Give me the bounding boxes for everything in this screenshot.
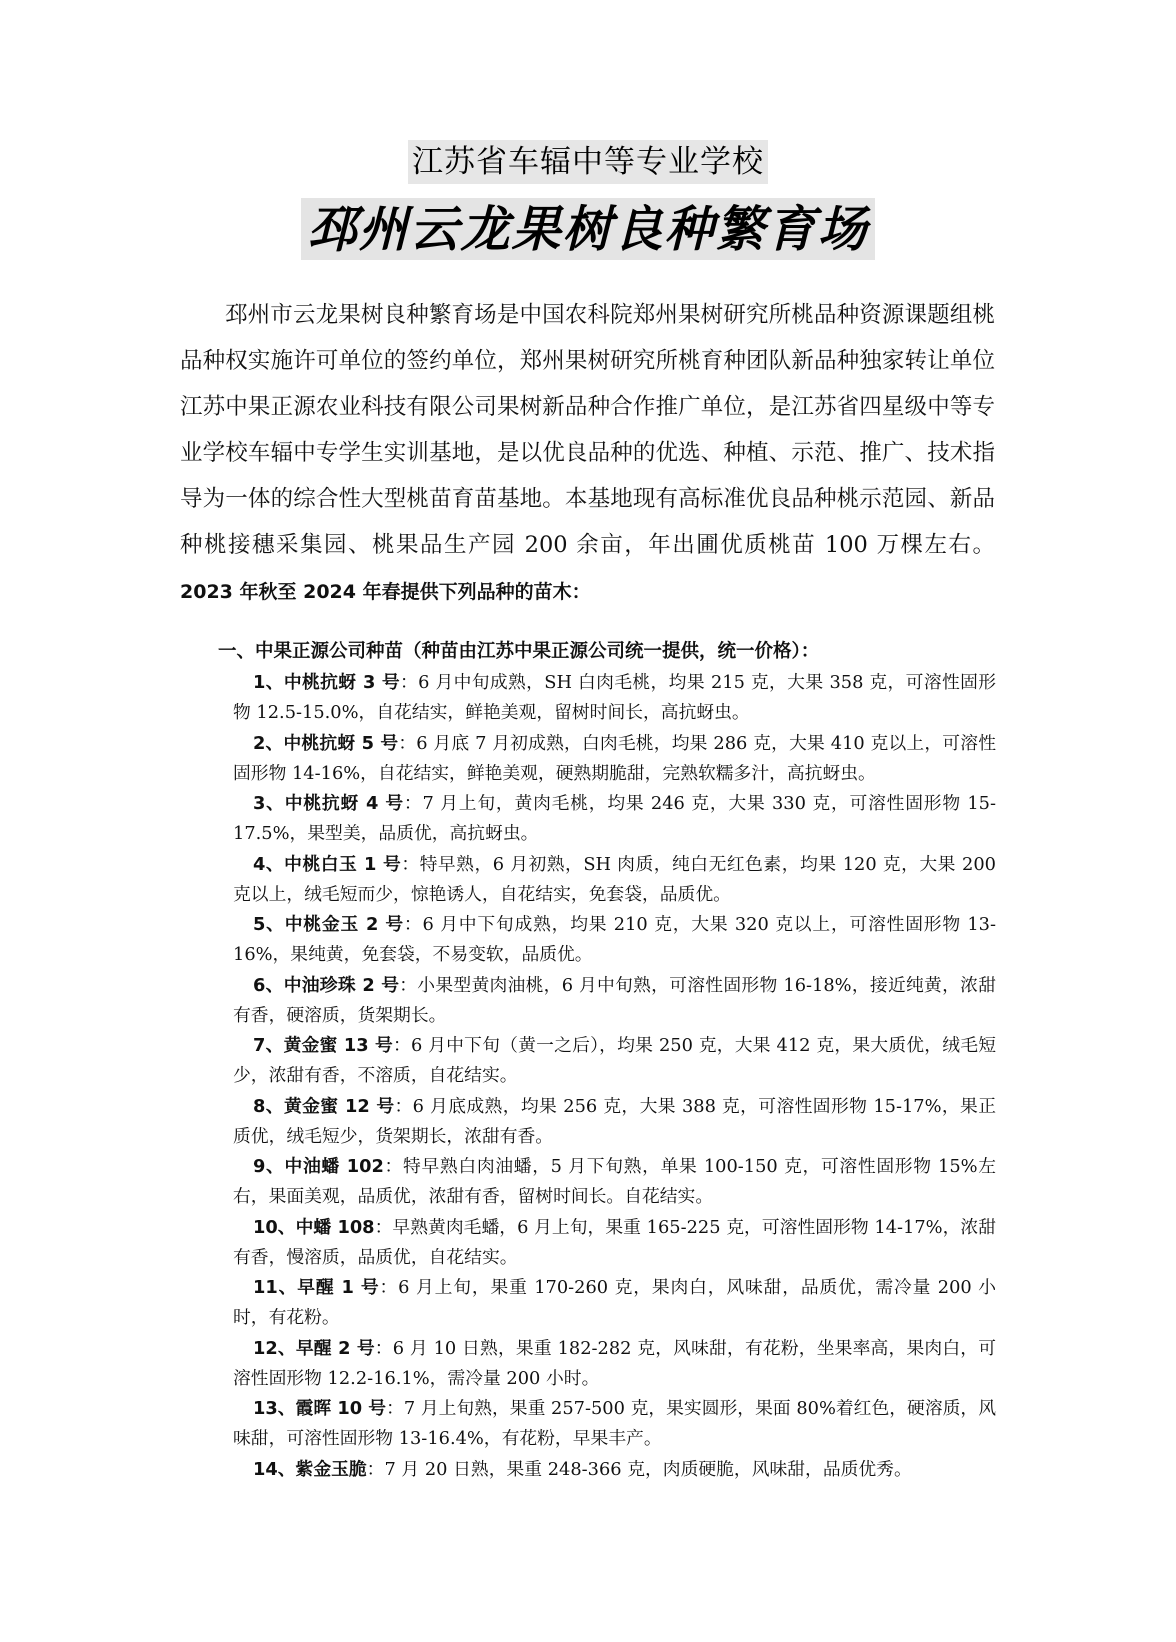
variety-item bbox=[233, 1152, 996, 1212]
variety-item bbox=[233, 1031, 996, 1091]
variety-description: ：特早熟，6 月初熟，SH 肉质，纯白无红色素，均果 120 克，大果 200 克以上，绒毛短而少，惊艳诱人，自花结实，免套袋，品质优。 bbox=[233, 853, 996, 905]
variety-name: 中蟠 108 bbox=[295, 1216, 375, 1238]
intro-text: 邳州市云龙果树良种繁育场是中国农科院郑州果树研究所桃品种资源课题组桃品种权实施许可单位的签约单位，郑州果树研究所桃育种团队新品种独家转让单位江苏中果正源农业科技有限公司果树新品种合作推广单位，是江苏省四星级中等专业学校车辐中专学生实训基地，是以优良品种的优选、种植、示范、推广、技术指导为一体的综合性大型桃苗育苗基地。本基地现有高标准优良品种桃示范园、新品种桃接穗采集园、桃果品生产园 200 余亩，年出圃优质桃苗 100 万棵左右。 bbox=[180, 302, 995, 558]
variety-item bbox=[233, 910, 996, 970]
variety-description: ：6 月中旬成熟，SH 白肉毛桃，均果 215 克，大果 358 克，可溶性固形物 12.5-15.0%，自花结实，鲜艳美观，留树时间长，高抗蚜虫。 bbox=[233, 672, 997, 723]
variety-number: 8、 bbox=[253, 1095, 284, 1117]
variety-number: 11、 bbox=[253, 1277, 298, 1298]
variety-name: 早醒 1 号 bbox=[297, 1277, 380, 1298]
variety-name: 中桃金玉 2 号 bbox=[284, 914, 404, 935]
variety-name: 紫金玉脆 bbox=[295, 1458, 367, 1480]
variety-item bbox=[233, 1334, 996, 1394]
variety-item bbox=[233, 1213, 996, 1273]
intro-supply-note: 2023 年秋至 2024 年春提供下列品种的苗木： bbox=[180, 581, 591, 603]
variety-description: ：特早熟白肉油蟠，5 月下旬熟，单果 100-150 克，可溶性固形物 15%左右，果面美观，品质优，浓甜有香，留树时间长。自花结实。 bbox=[233, 1156, 996, 1207]
variety-number: 9、 bbox=[253, 1156, 285, 1177]
variety-number: 5、 bbox=[253, 914, 285, 935]
variety-item bbox=[233, 971, 996, 1031]
section-heading: 一、中果正源公司种苗（种苗由江苏中果正源公司统一提供，统一价格）： bbox=[218, 641, 820, 662]
variety-number: 1、 bbox=[253, 672, 284, 693]
variety-item bbox=[233, 1394, 996, 1454]
variety-name: 早醒 2 号 bbox=[295, 1337, 375, 1359]
variety-description: ：7 月上旬，黄肉毛桃，均果 246 克，大果 330 克，可溶性固形物 15-17.5%，果型美，品质优，高抗蚜虫。 bbox=[233, 793, 996, 844]
variety-number: 4、 bbox=[253, 853, 285, 875]
variety-item bbox=[233, 850, 996, 910]
variety-description: ：早熟黄肉毛蟠，6 月上旬，果重 165-225 克，可溶性固形物 14-17%，浓甜有香，慢溶质，品质优，自花结实。 bbox=[233, 1216, 996, 1268]
nursery-title bbox=[0, 198, 1176, 272]
variety-list bbox=[233, 668, 996, 1485]
variety-description: ：6 月中下旬（黄一之后），均果 250 克，大果 412 克，果大质优，绒毛短少，浓甜有香，不溶质，自花结实。 bbox=[233, 1035, 996, 1086]
variety-number: 2、 bbox=[253, 732, 284, 754]
variety-name: 中油珍珠 2 号 bbox=[283, 974, 400, 996]
variety-description: ：7 月上旬熟，果重 257-500 克，果实圆形，果面 80%着红色，硬溶质，风味甜，可溶性固形物 13-16.4%，有花粉，早果丰产。 bbox=[233, 1398, 996, 1449]
variety-name: 霞晖 10 号 bbox=[295, 1398, 387, 1419]
variety-item bbox=[233, 1273, 996, 1333]
variety-number: 13、 bbox=[253, 1398, 296, 1419]
school-title-text: 江苏省车辐中等专业学校 bbox=[408, 140, 768, 184]
variety-item bbox=[233, 1455, 996, 1485]
variety-item bbox=[233, 789, 996, 849]
variety-number: 6、 bbox=[253, 974, 284, 996]
variety-description: ：小果型黄肉油桃，6 月中旬熟，可溶性固形物 16-18%，接近纯黄，浓甜有香，硬溶质，货架期长。 bbox=[233, 974, 996, 1026]
variety-name: 中桃抗蚜 5 号 bbox=[283, 732, 399, 754]
school-title bbox=[0, 140, 1176, 189]
variety-description: ：6 月 10 日熟，果重 182-282 克，风味甜，有花粉，坐果率高，果肉白，可溶性固形物 12.2-16.1%，需冷量 200 小时。 bbox=[233, 1337, 996, 1389]
variety-number: 3、 bbox=[253, 793, 285, 814]
nursery-title-text: 邳州云龙果树良种繁育场 bbox=[301, 198, 874, 260]
variety-description: ：7 月 20 日熟，果重 248-366 克，肉质硬脆，风味甜，品质优秀。 bbox=[366, 1458, 912, 1480]
variety-name: 中桃抗蚜 4 号 bbox=[284, 793, 404, 814]
variety-name: 中桃白玉 1 号 bbox=[284, 853, 402, 875]
variety-number: 14、 bbox=[253, 1458, 296, 1480]
variety-description: ：6 月中下旬成熟，均果 210 克，大果 320 克以上，可溶性固形物 13-16%，果纯黄，免套袋，不易变软，品质优。 bbox=[233, 914, 996, 965]
variety-number: 7、 bbox=[253, 1035, 284, 1056]
variety-name: 黄金蜜 12 号 bbox=[283, 1095, 395, 1117]
variety-item bbox=[233, 1092, 996, 1152]
variety-number: 10、 bbox=[253, 1216, 296, 1238]
variety-name: 黄金蜜 13 号 bbox=[283, 1035, 394, 1056]
variety-description: ：6 月底 7 月初成熟，白肉毛桃，均果 286 克，大果 410 克以上，可溶性固形物 14-16%，自花结实，鲜艳美观，硬熟期脆甜，完熟软糯多汁，高抗蚜虫。 bbox=[233, 732, 996, 784]
variety-description: ：6 月底成熟，均果 256 克，大果 388 克，可溶性固形物 15-17%，果正质优，绒毛短少，货架期长，浓甜有香。 bbox=[233, 1095, 996, 1147]
variety-name: 中桃抗蚜 3 号 bbox=[283, 672, 401, 693]
variety-item bbox=[233, 729, 996, 789]
variety-number: 12、 bbox=[253, 1337, 296, 1359]
variety-name: 中油蟠 102 bbox=[284, 1156, 384, 1177]
variety-item bbox=[233, 668, 996, 728]
variety-description: ：6 月上旬，果重 170-260 克，果肉白，风味甜，品质优，需冷量 200 小时，有花粉。 bbox=[233, 1277, 996, 1328]
intro-paragraph bbox=[180, 292, 995, 615]
